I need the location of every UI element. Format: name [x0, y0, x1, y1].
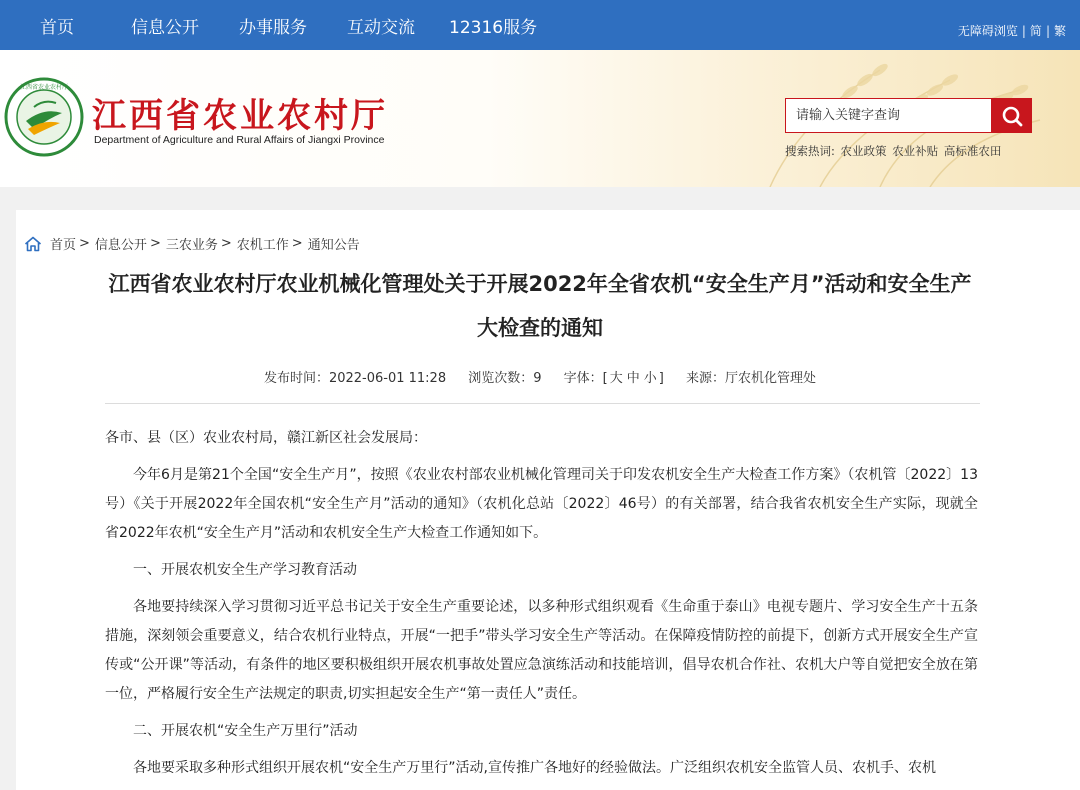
breadcrumb-notices[interactable]: 通知公告	[307, 238, 360, 253]
nav-12316[interactable]: 12316服务	[449, 18, 538, 38]
hot-word[interactable]: 农业补贴	[892, 144, 939, 158]
simplified-link[interactable]: 简	[1029, 24, 1042, 38]
article-paragraph: 今年6月是第21个全国“安全生产月”，按照《农业农村部农业机械化管理司关于印发农机安全生产大检查工作方案》（农机管〔2022〕13号）《关于开展2022年全国农机“安全生产月”活动的通知》（农机化总站〔2022〕46号）的有关部署，结合我省农机安全生产实际，现就全省2022年农机“安全生产月”活动和农机安全生产大检查工作通知如下。	[105, 467, 978, 541]
breadcrumb-info-public[interactable]: 信息公开	[94, 238, 147, 253]
article-meta	[100, 367, 980, 386]
font-size-close: ]	[658, 371, 664, 386]
nav-home[interactable]: 首页	[40, 18, 74, 38]
department-logo	[4, 77, 84, 157]
hot-word[interactable]: 高标准农田	[943, 144, 1002, 158]
nav-services[interactable]: 办事服务	[239, 18, 307, 38]
search-box	[785, 98, 992, 133]
site-name-en: Department of Agriculture and Rural Affairs of Jiangxi Province	[94, 134, 385, 146]
breadcrumb-arrow: >	[149, 236, 161, 251]
tool-separator: |	[1045, 24, 1050, 38]
font-size-large[interactable]: 大	[609, 371, 623, 386]
hot-word[interactable]: 农业政策	[840, 144, 887, 158]
view-count: 浏览次数：9	[468, 371, 542, 386]
font-size-label: 字体：[	[563, 371, 608, 386]
home-icon[interactable]	[24, 236, 42, 252]
top-tools	[958, 22, 1066, 39]
top-nav	[0, 0, 1080, 50]
breadcrumb-arrow: >	[79, 236, 90, 251]
search-input[interactable]	[786, 99, 991, 132]
font-size-control	[564, 371, 664, 386]
article-paragraph: 各地要采取多种形式组织开展农机“安全生产万里行”活动,宣传推广各地好的经验做法。广泛组织农机安全监管人员、农机手、农机	[133, 760, 936, 776]
breadcrumb-farm-machinery[interactable]: 农机工作	[236, 238, 289, 253]
accessibility-link[interactable]: 无障碍浏览	[957, 24, 1018, 38]
hot-words-label: 搜索热词:	[785, 144, 835, 158]
breadcrumb-home[interactable]: 首页	[50, 238, 77, 253]
breadcrumb-sannong[interactable]: 三农业务	[165, 238, 218, 253]
search-icon	[1001, 105, 1023, 127]
breadcrumb	[24, 234, 360, 253]
nav-info-public[interactable]: 信息公开	[131, 18, 199, 38]
search-button[interactable]	[992, 98, 1032, 133]
traditional-link[interactable]: 繁	[1053, 24, 1066, 38]
font-size-medium[interactable]: 中	[626, 371, 640, 386]
section-heading: 一、开展农机安全生产学习教育活动	[133, 562, 357, 578]
hot-words	[785, 143, 1001, 159]
publish-time: 发布时间：2022-06-01 11:28	[263, 371, 447, 386]
header-banner	[0, 50, 1080, 187]
title-divider	[105, 403, 980, 404]
font-size-small[interactable]: 小	[643, 371, 657, 386]
section-heading: 二、开展农机“安全生产万里行”活动	[133, 723, 358, 739]
tool-separator: |	[1021, 24, 1026, 38]
article-title: 江西省农业农村厅农业机械化管理处关于开展2022年全省农机“安全生产月”活动和安全生产大检查的通知	[108, 272, 972, 340]
salutation: 各市、县（区）农业农村局，赣江新区社会发展局：	[105, 430, 427, 446]
article-source: 来源：厅农机化管理处	[686, 371, 817, 386]
nav-interaction[interactable]: 互动交流	[347, 18, 415, 38]
site-name-cn: 江西省农业农村厅	[92, 96, 388, 136]
breadcrumb-arrow: >	[220, 236, 232, 251]
breadcrumb-arrow: >	[291, 236, 303, 251]
logo-text: 江西省农业农村厅	[19, 84, 69, 91]
article-body	[105, 424, 978, 790]
article-paragraph: 各地要持续深入学习贯彻习近平总书记关于安全生产重要论述，以多种形式组织观看《生命重于泰山》电视专题片、学习安全生产十五条措施，深刻领会重要意义，结合农机行业特点，开展“一把手”带头学习安全生产等活动。在保障疫情防控的前提下，创新方式开展安全生产宣传或“公开课”等活动，有条件的地区要积极组织开展农机事故处置应急演练活动和技能培训，倡导农机合作社、农机大户等自觉把安全放在第一位，严格履行安全生产法规定的职责,切实担起安全生产“第一责任人”责任。	[105, 599, 978, 702]
